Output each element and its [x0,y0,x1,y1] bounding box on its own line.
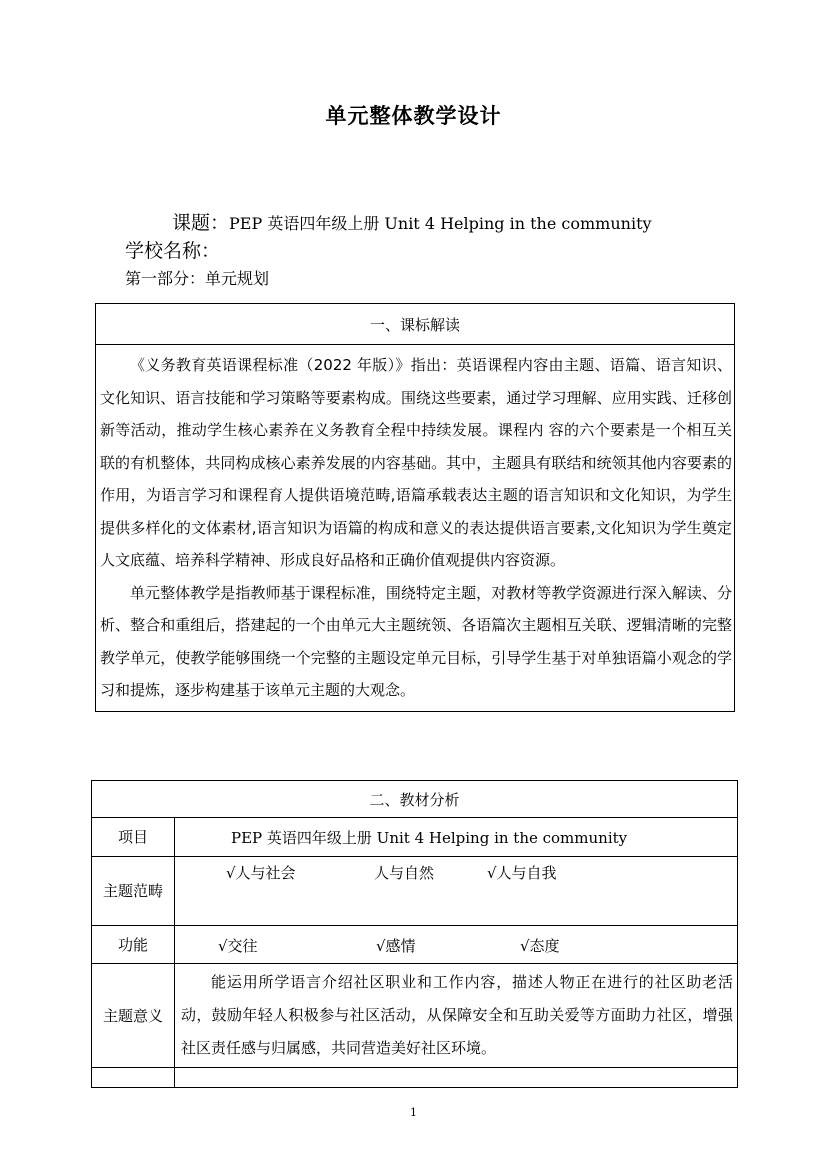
page-number: 1 [410,1106,417,1119]
section1-header: 一、课标解读 [96,304,735,345]
meaning-cell [175,964,738,1068]
section1-paragraph-2: 单元整体教学是指教师基于课程标准，围绕特定主题，对教材等教学资源进行深入解读、分析、整合和重组后，搭建起的一个由单元大主题统领、各语篇次主题相互关联、逻辑清晰的完整教学单元，使教学能够围绕一个完整的主题设定单元目标，引导学生基于对单独语篇小观念的学习和提炼，逐步构建基于该单元主题的大观念。 [100,583,732,699]
section1-paragraph-1: 《义务教育英语课程标准（2022 年版）》指出：英语课程内容由主题、语篇、语言知识、文化知识、语言技能和学习策略等要素构成。围绕这些要素，通过学习理解、应用实践、迁移创新等活动，推动学生核心素养在义务教育全程中持续发展。课程内 容的六个要素是一个相互关联的有机整体，共同构成核心素养发展的内容基础。其中，主题具有联结和统领其他内容要素的作用，为语言学习和课程育人提供语境范畴,语篇承载表达主题的语言知识和文化知识，为学生提供多样化的文体素材,语言知识为语篇的构成和意义的表达提供语言要素,文化知识为学生奠定人文底蕴、培养科学精神、形成良好品格和正确价值观提供内容资源。 [100,356,732,569]
section1-body [96,345,735,712]
document-title: 单元整体教学设计 [325,104,502,128]
theme-option-society: √人与社会 [226,864,296,882]
school-name-label: 学校名称： [125,240,221,262]
theme-label: 主题范畴 [92,857,175,926]
function-option-communication: √交往 [218,936,258,955]
section2-header: 二、教材分析 [92,781,738,818]
function-options-cell [175,926,738,964]
course-label: 课题： [172,212,230,234]
course-value: PEP 英语四年级上册 Unit 4 Helping in the community [229,214,652,233]
curriculum-standard-table [95,303,735,712]
theme-option-self: √人与自我 [487,864,557,882]
empty-cell-right [175,1068,738,1088]
item-label: 项目 [92,818,175,857]
function-option-attitude: √态度 [520,936,560,955]
item-value: PEP 英语四年级上册 Unit 4 Helping in the community [175,818,738,857]
theme-option-nature: 人与自然 [374,864,435,882]
meaning-text: 能运用所学语言介绍社区职业和工作内容，描述人物正在进行的社区助老活动，鼓励年轻人积极参与社区活动，从保障安全和互助关爱等方面助力社区，增强社区责任感与归属感，共同营造美好社区环境。 [181,973,734,1057]
function-label: 功能 [92,926,175,964]
part-one-heading: 第一部分：单元规划 [125,269,270,288]
function-option-emotion: √感情 [376,936,416,955]
textbook-analysis-table [91,780,738,1088]
meaning-label: 主题意义 [92,964,175,1068]
course-line [172,208,652,235]
theme-options-cell [175,857,738,926]
empty-cell-left [92,1068,175,1088]
